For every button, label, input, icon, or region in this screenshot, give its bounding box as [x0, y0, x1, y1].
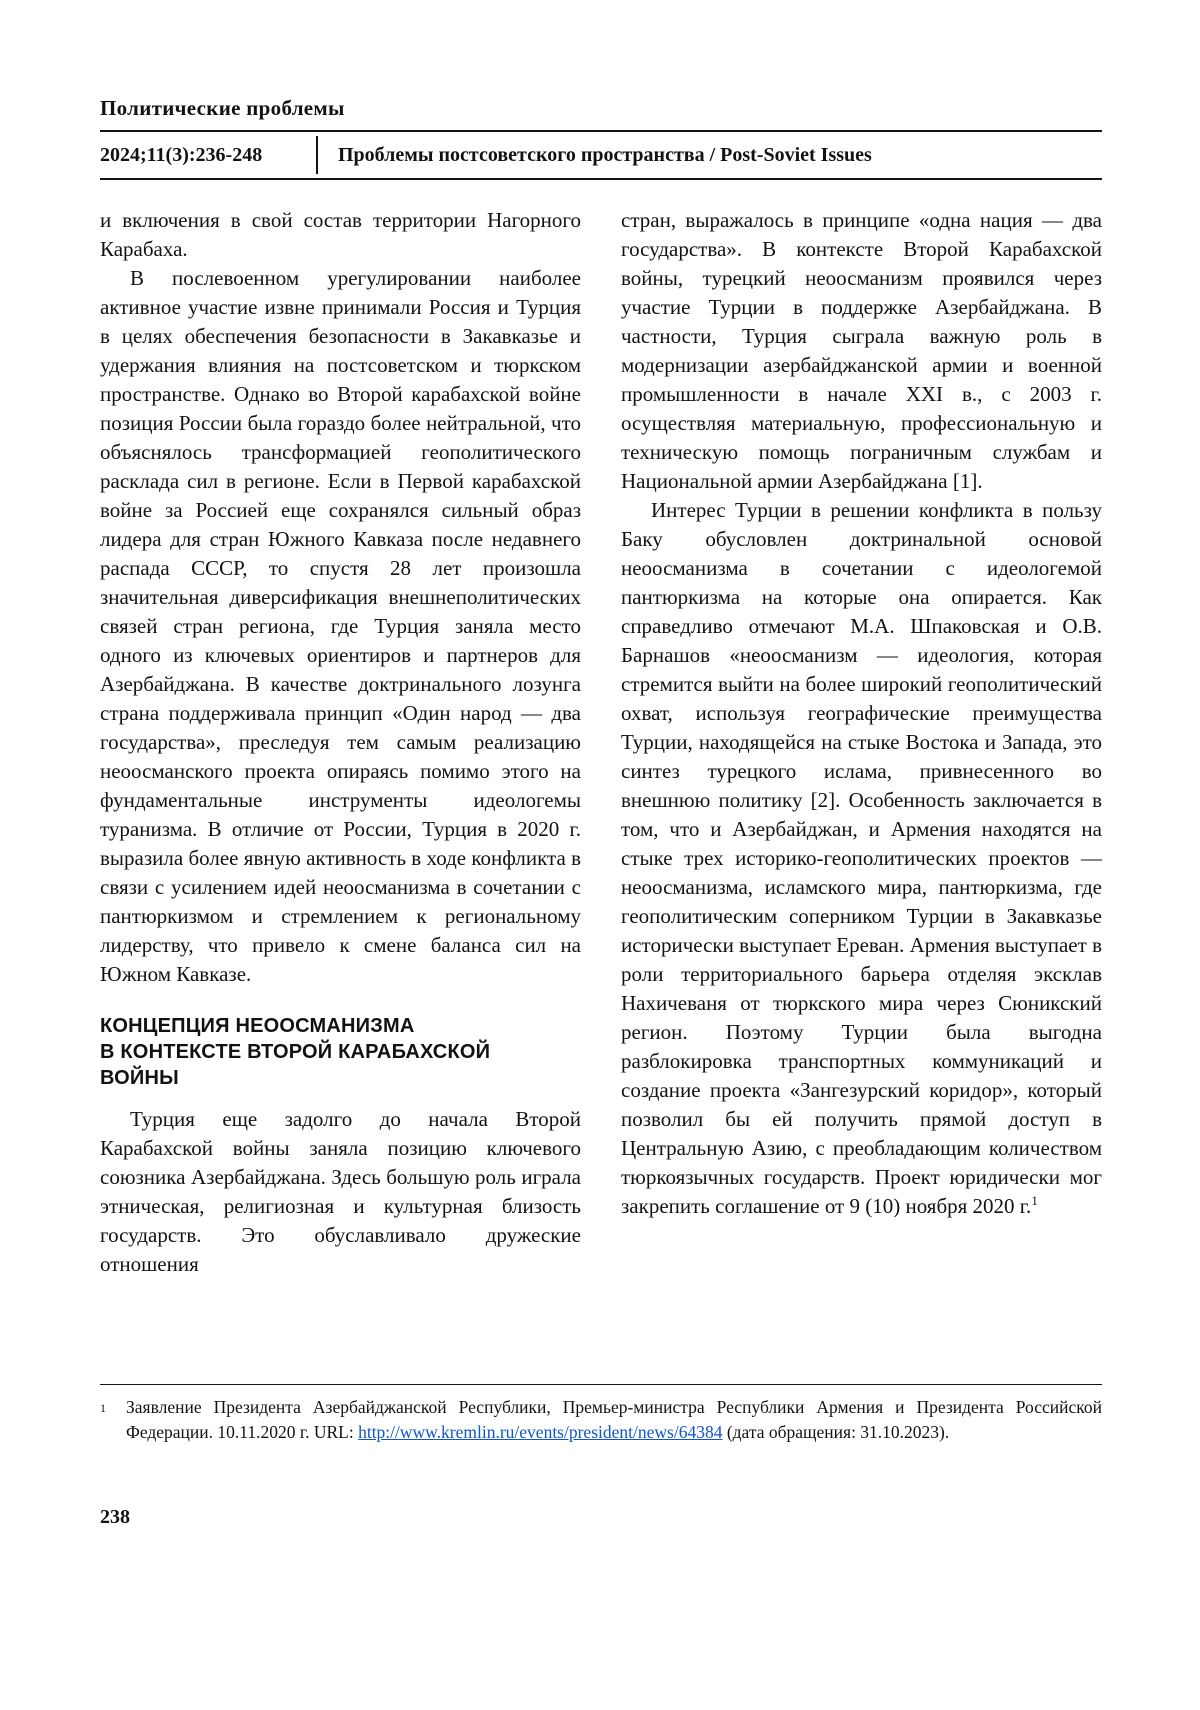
heading-line: КОНЦЕПЦИЯ НЕООСМАНИЗМА [100, 1015, 415, 1037]
footnote [100, 1395, 1102, 1445]
article-body [100, 206, 1102, 1279]
journal-title: Проблемы постсоветского пространства / Post-Soviet Issues [338, 143, 872, 166]
paragraph: В послевоенном урегулировании наиболее активное участие извне принимали Россия и Турция в целях обеспечения безопасности в Закавказье и удержания влияния на постсоветском и тюркском пространстве. Однако во Второй карабахской войне позиция России была гораздо более нейтральной, что объяснялось трансформацией геополитического расклада сил в регионе. Если в Первой карабахской войне за Россией еще сохранялся сильный образ лидера для стран Южного Кавказа после недавнего распада СССР, то спустя 28 лет произошла значительная диверсификация внешнеполитических связей стран региона, где Турция заняла место одного из ключевых ориентиров и партнеров для Азербайджана. В качестве доктринального лозунга страна поддерживала принцип «Один народ — два государства», преследуя тем самым реализацию неоосманского проекта опираясь помимо этого на фундаментальные инструменты идеологемы туранизма. В отличие от России, Турция в 2020 г. выразила более явную активность в ходе конфликта в связи с усилением идей неоосманизма в сочетании с пантюркизмом и стремлением к региональному лидерству, что привело к смене баланса сил на Южном Кавказе. [100, 266, 581, 986]
right-column [621, 206, 1102, 1279]
issue-info: 2024;11(3):236-248 [100, 143, 263, 166]
footnote-link[interactable]: http://www.kremlin.ru/events/president/news/64384 [358, 1422, 723, 1442]
heading-line: В КОНТЕКСТЕ ВТОРОЙ КАРАБАХСКОЙ [100, 1041, 491, 1063]
header-divider [316, 136, 318, 174]
paragraph [621, 496, 1102, 1221]
page-number: 238 [100, 1506, 130, 1528]
footnote-rule [100, 1384, 1102, 1385]
heading-line: ВОЙНЫ [100, 1067, 179, 1089]
footnote-reference: 1 [1031, 1193, 1038, 1208]
paragraph: и включения в свой состав территории Нагорного Карабаха. [100, 208, 581, 261]
paragraph-text: стран, выражалось в принципе «одна нация — два государства». В контексте Второй Карабахской войны, турецкий неоосманизм проявился через участие Турции в поддержке Азербайджана. В частности, Турция сыграла важную роль в модернизации азербайджанской армии и военной промышленности в начале XXI в., с 2003 г. осуществляя материальную, профессиональную и техническую помощь пограничным службам и Национальной армии Азербайджана [1]. [621, 208, 1102, 493]
footnote-text-after-link: (дата обращения: 31.10.2023). [722, 1422, 950, 1442]
footnote-text [126, 1395, 1102, 1445]
paragraph [621, 206, 1102, 496]
section-heading [100, 1013, 581, 1091]
paragraph-text: Интерес Турции в решении конфликта в пользу Баку обусловлен доктринальной основой неоосманизма в сочетании с идеологемой пантюркизма на которые она опирается. Как справедливо отмечают М.А. Шпаковская и О.В. Барнашов «неоосманизм — идеология, которая стремится выйти на более широкий геополитический охват, используя географические преимущества Турции, находящейся на стыке Востока и Запада, это синтез турецкого ислама, привнесенного во внешнюю политику [2]. Особенность заключается в том, что и Азербайджан, и Армения находятся на стыке трех историко-геополитических проектов — неоосманизма, исламского мира, пантюркизма, где геополитическим соперником Турции в Закавказье исторически выступает Ереван. Армения выступает в роли территориального барьера отделяя эксклав Нахичеваня от тюркского мира через Сюникский регион. Поэтому Турции была выгодна разблокировка транспортных коммуникаций и создание проекта «Зангезурский коридор», который позволил бы ей получить прямой доступ в Центральную Азию, с преобладающим количеством тюркоязычных государств. Проект юридически мог закрепить соглашение от 9 (10) ноября 2020 г. [621, 498, 1102, 1218]
section-title: Политические проблемы [100, 96, 345, 120]
left-column [100, 206, 581, 1279]
header-rule-bottom [100, 178, 1102, 180]
paragraph: Турция еще задолго до начала Второй Карабахской войны заняла позицию ключевого союзника Азербайджана. Здесь большую роль играла этническая, религиозная и культурная близость государств. Это обуславливало дружеские отношения [100, 1107, 581, 1276]
journal-header [100, 132, 1102, 178]
footnote-text-before-link: Заявление Президента Азербайджанской Республики, Премьер-министра Республики Армения и Президента Российской Федерации. 10.11.2020 г. URL: [126, 1397, 1102, 1442]
footnote-area [100, 1384, 1102, 1445]
footnote-marker: 1 [100, 1401, 106, 1415]
